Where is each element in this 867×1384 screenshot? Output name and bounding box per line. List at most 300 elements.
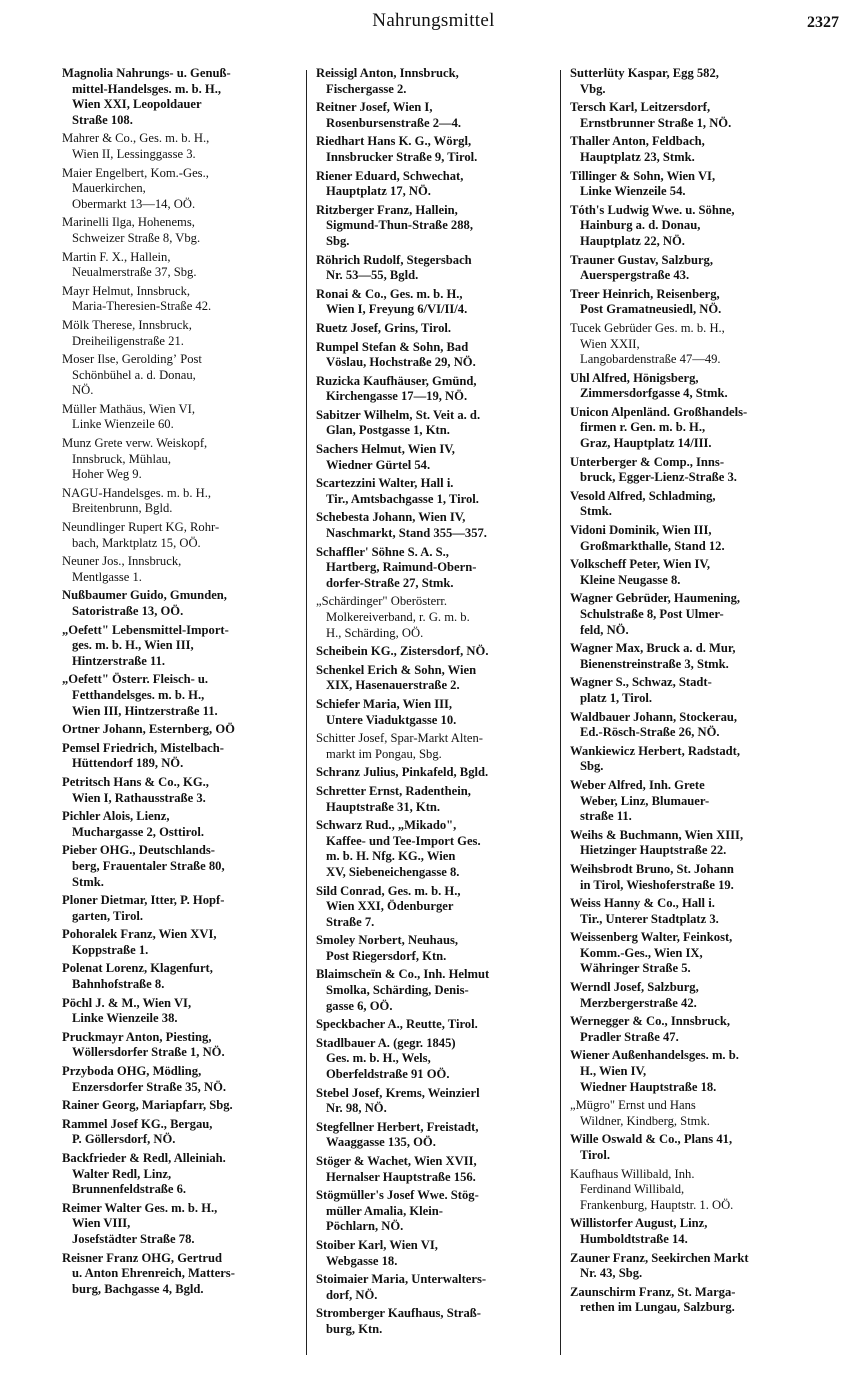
entry-line: Stmk. [580, 504, 612, 519]
entry-line: Linke Wienzeile 60. [72, 417, 174, 432]
entry-line: Straße 108. [72, 112, 133, 127]
directory-entry [316, 731, 556, 762]
entry-line: Kaffee- und Tee-Import Ges. [326, 833, 481, 848]
entry-line: Schönbühel a. d. Donau, [72, 367, 196, 382]
entry-line: Fischergasse 2. [326, 81, 407, 96]
entry-line: Reimer Walter Ges. m. b. H., [62, 1200, 218, 1215]
entry-line: Kirchengasse 17—19, NÖ. [326, 389, 468, 404]
entry-line: Oberfeldstraße 91 OÖ. [326, 1067, 450, 1082]
entry-line: Neundlinger Rupert KG, Rohr- [62, 520, 220, 535]
entry-line: Koppstraße 1. [72, 942, 149, 957]
entry-line: Rammel Josef KG., Bergau, [62, 1116, 213, 1131]
entry-line: H., Schärding, OÖ. [326, 625, 424, 640]
entry-line: Post Gramatneusiedl, NÖ. [580, 302, 722, 317]
directory-entry [570, 980, 844, 1011]
directory-entry [316, 933, 556, 964]
directory-entry [570, 489, 844, 520]
entry-line: Maier Engelbert, Kom.-Ges., [62, 165, 209, 180]
directory-entry [316, 203, 556, 250]
entry-line: NAGU-Handelsges. m. b. H., [62, 485, 212, 500]
column-3 [570, 66, 844, 1366]
directory-entry [62, 1064, 298, 1095]
directory-entry [62, 1151, 298, 1198]
column-divider [560, 70, 561, 1355]
entry-line: Ferdinand Willibald, [580, 1182, 685, 1197]
directory-entry [570, 591, 844, 638]
entry-line: u. Anton Ehrenreich, Matters- [72, 1266, 235, 1281]
entry-line: Stoimaier Maria, Unterwalters- [316, 1272, 487, 1287]
directory-entry [570, 1251, 844, 1282]
entry-line: Hauptstraße 31, Ktn. [326, 799, 441, 814]
directory-entry [62, 1030, 298, 1061]
directory-entry [570, 371, 844, 402]
entry-line: Stögmüller's Josef Wwe. Stög- [316, 1188, 479, 1203]
entry-line: Scartezzini Walter, Hall i. [316, 476, 454, 491]
entry-line: Weissenberg Walter, Feinkost, [570, 930, 733, 945]
entry-line: Schaffler' Söhne S. A. S., [316, 544, 449, 559]
directory-entry [316, 287, 556, 318]
entry-line: Breitenbrunn, Bgld. [72, 501, 173, 516]
entry-line: Linke Wienzeile 38. [72, 1011, 178, 1026]
entry-line: Sutterlüty Kaspar, Egg 582, [570, 66, 719, 80]
directory-entry [316, 1017, 556, 1033]
entry-line: Werndl Josef, Salzburg, [570, 980, 699, 995]
entry-line: Wien XXI, Ödenburger [326, 899, 454, 914]
entry-line: m. b. H. Nfg. KG., Wien [326, 849, 456, 864]
entry-line: Schweizer Straße 8, Vbg. [72, 230, 201, 245]
directory-entry [62, 1117, 298, 1148]
entry-line: dorf, NÖ. [326, 1287, 378, 1302]
entry-line: Schwarz Rud., „Mikado", [316, 818, 457, 833]
directory-entry [316, 169, 556, 200]
entry-line: P. Göllersdorf, NÖ. [72, 1132, 176, 1147]
directory-entry [570, 1216, 844, 1247]
entry-line: Przyboda OHG, Mödling, [62, 1064, 202, 1079]
directory-entry [316, 697, 556, 728]
directory-entry [62, 554, 298, 585]
entry-line: Webgasse 18. [326, 1253, 398, 1268]
directory-entry [62, 66, 298, 128]
entry-line: Ruetz Josef, Grins, Tirol. [316, 320, 452, 335]
entry-line: Ronai & Co., Ges. m. b. H., [316, 286, 463, 301]
entry-line: burg, Bachgasse 4, Bgld. [72, 1281, 204, 1296]
entry-line: mittel-Handelsges. m. b. H., [72, 81, 222, 96]
entry-line: Nr. 43, Sbg. [580, 1266, 643, 1281]
entry-line: Rainer Georg, Mariapfarr, Sbg. [62, 1098, 233, 1113]
entry-line: Hintzerstraße 11. [72, 653, 166, 668]
entry-line: Glan, Postgasse 1, Ktn. [326, 423, 450, 438]
entry-line: berg, Frauentaler Straße 80, [72, 858, 225, 873]
entry-line: Weihsbrodt Bruno, St. Johann [570, 861, 734, 876]
directory-entry [570, 641, 844, 672]
directory-entry [62, 1251, 298, 1298]
entry-line: straße 11. [580, 809, 632, 824]
directory-entry [570, 1285, 844, 1316]
directory-entry [570, 930, 844, 977]
entry-line: dorfer-Straße 27, Stmk. [326, 575, 454, 590]
entry-line: Reissigl Anton, Innsbruck, [316, 66, 459, 80]
directory-entry [316, 818, 556, 880]
directory-entry [316, 1238, 556, 1269]
entry-line: Kaufhaus Willibald, Inh. [570, 1166, 695, 1181]
directory-entry [316, 1188, 556, 1235]
entry-line: Ruzicka Kaufhäuser, Gmünd, [316, 373, 477, 388]
entry-line: Enzersdorfer Straße 35, NÖ. [72, 1079, 227, 1094]
directory-entry [316, 1272, 556, 1303]
entry-line: rethen im Lungau, Salzburg. [580, 1300, 735, 1315]
directory-entry [570, 455, 844, 486]
entry-line: Ges. m. b. H., Wels, [326, 1051, 431, 1066]
entry-line: Uhl Alfred, Hönigsberg, [570, 370, 699, 385]
entry-line: Wien II, Lessinggasse 3. [72, 146, 196, 161]
entry-line: Blaimscheïn & Co., Inh. Helmut [316, 967, 490, 982]
column-divider [306, 70, 307, 1355]
entry-line: Ploner Dietmar, Itter, P. Hopf- [62, 893, 225, 908]
entry-line: Wagner Max, Bruck a. d. Mur, [570, 641, 736, 656]
directory-entry [316, 66, 556, 97]
directory-entry [316, 1306, 556, 1337]
directory-entry [570, 1014, 844, 1045]
entry-line: Müller Mathäus, Wien VI, [62, 401, 195, 416]
entry-line: Hauptplatz 22, NÖ. [580, 233, 685, 248]
entry-line: Weiss Hanny & Co., Hall i. [570, 896, 715, 911]
entry-line: Waldbauer Johann, Stockerau, [570, 709, 738, 724]
entry-line: burg, Ktn. [326, 1321, 383, 1336]
entry-line: Pöchl J. & M., Wien VI, [62, 995, 192, 1010]
directory-entry [316, 644, 556, 660]
entry-line: Wankiewicz Herbert, Radstadt, [570, 743, 740, 758]
entry-line: Straße 7. [326, 914, 375, 929]
entry-line: Molkereiverband, r. G. m. b. [326, 610, 470, 624]
entry-line: Wien I, Rathausstraße 3. [72, 790, 206, 805]
entry-line: Smolka, Schärding, Denis- [326, 983, 469, 998]
directory-entry [570, 862, 844, 893]
entry-line: Weber Alfred, Inh. Grete [570, 777, 705, 792]
entry-line: „Schärdinger" Oberösterr. [316, 594, 448, 609]
entry-line: Sild Conrad, Ges. m. b. H., [316, 883, 461, 898]
directory-entry [316, 967, 556, 1014]
entry-line: Innsbruck, Mühlau, [72, 451, 171, 466]
directory-entry [62, 215, 298, 246]
directory-entry [316, 374, 556, 405]
entry-line: Pohoralek Franz, Wien XVI, [62, 927, 217, 942]
entry-line: Petritsch Hans & Co., KG., [62, 774, 209, 789]
entry-line: Großmarkthalle, Stand 12. [580, 538, 725, 553]
entry-line: Josefstädter Straße 78. [72, 1231, 195, 1246]
entry-line: Tersch Karl, Leitzersdorf, [570, 100, 711, 115]
directory-entry [570, 1167, 844, 1214]
entry-line: Vöslau, Hochstraße 29, NÖ. [326, 355, 476, 370]
entry-line: Waaggasse 135, OÖ. [326, 1135, 436, 1150]
entry-line: Riener Eduard, Schwechat, [316, 168, 464, 183]
directory-entry [62, 131, 298, 162]
directory-entry [570, 710, 844, 741]
directory-entry [570, 896, 844, 927]
entry-line: „Mügro" Ernst und Hans [570, 1098, 696, 1113]
directory-entry [316, 545, 556, 592]
entry-line: Maria-Theresien-Straße 42. [72, 299, 212, 314]
entry-line: Merzbergerstraße 42. [580, 995, 697, 1010]
directory-entry [62, 486, 298, 517]
directory-entry [316, 784, 556, 815]
directory-entry [62, 996, 298, 1027]
directory-entry [570, 557, 844, 588]
directory-entry [570, 134, 844, 165]
directory-entry [570, 203, 844, 250]
entry-line: Dreiheiligenstraße 21. [72, 333, 184, 348]
entry-line: Wildner, Kindberg, Stmk. [580, 1113, 710, 1128]
entry-line: Treer Heinrich, Reisenberg, [570, 286, 720, 301]
entry-line: Hauptplatz 23, Stmk. [580, 149, 695, 164]
directory-entry [316, 765, 556, 781]
directory-entry [62, 893, 298, 924]
entry-line: Röhrich Rudolf, Stegersbach [316, 252, 472, 267]
entry-line: Brunnenfeldstraße 6. [72, 1182, 187, 1197]
directory-entry [570, 1132, 844, 1163]
entry-line: bach, Marktplatz 15, OÖ. [72, 535, 201, 550]
directory-entry [316, 1086, 556, 1117]
entry-line: Hainburg a. d. Donau, [580, 218, 701, 233]
entry-line: Backfrieder & Redl, Alleiniah. [62, 1151, 226, 1165]
page-title: Nahrungsmittel [372, 10, 495, 31]
entry-line: Trauner Gustav, Salzburg, [570, 252, 713, 267]
directory-entry [62, 775, 298, 806]
directory-entry [570, 778, 844, 825]
entry-line: Hietzinger Hauptstraße 22. [580, 843, 727, 858]
entry-line: Unicon Alpenländ. Großhandels- [570, 404, 748, 419]
entry-line: Riedhart Hans K. G., Wörgl, [316, 134, 472, 149]
entry-line: Scheibein KG., Zistersdorf, NÖ. [316, 644, 489, 659]
directory-entry [570, 1048, 844, 1095]
entry-line: Wernegger & Co., Innsbruck, [570, 1014, 730, 1029]
entry-line: Munz Grete verw. Weiskopf, [62, 436, 208, 451]
entry-line: garten, Tirol. [72, 908, 144, 923]
entry-line: Zauner Franz, Seekirchen Markt [570, 1250, 749, 1265]
entry-line: Sbg. [580, 759, 604, 774]
entry-line: Pradler Straße 47. [580, 1029, 679, 1044]
entry-line: Komm.-Ges., Wien IX, [580, 945, 703, 960]
entry-line: Vbg. [580, 81, 606, 96]
entry-line: Tirol. [580, 1148, 610, 1162]
entry-line: Innsbrucker Straße 9, Tirol. [326, 149, 478, 164]
entry-line: Schiefer Maria, Wien III, [316, 696, 453, 711]
entry-line: Wien III, Hintzerstraße 11. [72, 703, 218, 718]
entry-line: ges. m. b. H., Wien III, [72, 638, 194, 653]
entry-line: Willistorfer August, Linz, [570, 1216, 708, 1231]
directory-entry [62, 961, 298, 992]
entry-line: Bienenstreinstraße 3, Stmk. [580, 656, 729, 671]
entry-line: Neualmerstraße 37, Sbg. [72, 265, 197, 280]
entry-line: Wöllersdorfer Straße 1, NÖ. [72, 1045, 225, 1060]
directory-entry [570, 100, 844, 131]
entry-line: platz 1, Tirol. [580, 690, 653, 705]
directory-entry [62, 722, 298, 738]
directory-entry [316, 340, 556, 371]
entry-line: Schretter Ernst, Radenthein, [316, 783, 471, 798]
entry-line: Tillinger & Sohn, Wien VI, [570, 168, 716, 183]
directory-entry [62, 250, 298, 281]
directory-entry [62, 741, 298, 772]
entry-line: Post Riegersdorf, Ktn. [326, 948, 447, 963]
entry-line: Hoher Weg 9. [72, 467, 142, 482]
entry-line: Marinelli Ilga, Hohenems, [62, 215, 195, 230]
entry-line: „Oefett" Österr. Fleisch- u. [62, 672, 209, 687]
entry-line: Untere Viaduktgasse 10. [326, 712, 457, 727]
entry-line: Magnolia Nahrungs- u. Genuß- [62, 66, 231, 80]
column-1 [62, 66, 298, 1366]
entry-line: Schitter Josef, Spar-Markt Alten- [316, 731, 483, 746]
entry-line: Martin F. X., Hallein, [62, 249, 171, 264]
entry-line: Walter Redl, Linz, [72, 1166, 172, 1181]
entry-line: Humboldtstraße 14. [580, 1231, 688, 1246]
entry-line: Weihs & Buchmann, Wien XIII, [570, 827, 744, 842]
entry-line: Zimmersdorfgasse 4, Stmk. [580, 386, 728, 401]
entry-line: Hernalser Hauptstraße 156. [326, 1169, 476, 1184]
entry-line: Währinger Straße 5. [580, 961, 691, 976]
directory-entry [570, 523, 844, 554]
entry-line: Polenat Lorenz, Klagenfurt, [62, 961, 213, 976]
entry-line: Langobardenstraße 47—49. [580, 352, 721, 367]
directory-entry [62, 927, 298, 958]
directory-entry [62, 672, 298, 719]
directory-entry [62, 1098, 298, 1114]
entry-line: Reisner Franz OHG, Gertrud [62, 1250, 222, 1265]
entry-line: gasse 6, OÖ. [326, 998, 393, 1013]
entry-line: Naschmarkt, Stand 355—357. [326, 526, 487, 541]
entry-line: Weber, Linz, Blumauer- [580, 793, 710, 808]
entry-line: Schulstraße 8, Post Ulmer- [580, 607, 724, 621]
entry-line: Sabitzer Wilhelm, St. Veit a. d. [316, 407, 481, 422]
entry-line: Ortner Johann, Esternberg, OÖ [62, 722, 235, 737]
directory-entry [62, 166, 298, 213]
directory-entry [62, 843, 298, 890]
entry-line: H., Wien IV, [580, 1064, 647, 1079]
directory-entry [570, 828, 844, 859]
entry-line: Wille Oswald & Co., Plans 41, [570, 1132, 733, 1147]
directory-entry [570, 405, 844, 452]
entry-line: Fetthandelsges. m. b. H., [72, 687, 205, 702]
entry-line: Stoiber Karl, Wien VI, [316, 1237, 438, 1252]
directory-entry [62, 436, 298, 483]
directory-entry [316, 476, 556, 507]
entry-line: Stromberger Kaufhaus, Straß- [316, 1306, 482, 1321]
entry-line: „Oefett" Lebensmittel-Import- [62, 622, 229, 637]
entry-line: Vesold Alfred, Schladming, [570, 488, 716, 503]
entry-line: Nußbaumer Guido, Gmunden, [62, 588, 227, 603]
directory-entry [570, 744, 844, 775]
entry-line: Pöchlarn, NÖ. [326, 1219, 404, 1234]
entry-line: Wien XXII, [580, 336, 640, 351]
entry-line: Sachers Helmut, Wien IV, [316, 442, 455, 457]
entry-line: Wiedner Hauptstraße 18. [580, 1079, 717, 1094]
directory-entry [570, 675, 844, 706]
directory-entry [316, 1154, 556, 1185]
entry-line: Reitner Josef, Wien I, [316, 100, 433, 115]
entry-line: markt im Pongau, Sbg. [326, 746, 442, 761]
entry-line: feld, NÖ. [580, 622, 629, 637]
page-number: 2327 [807, 14, 839, 31]
entry-line: NÖ. [72, 383, 94, 398]
directory-entry [316, 442, 556, 473]
entry-line: Mölk Therese, Innsbruck, [62, 317, 192, 332]
directory-entry [62, 588, 298, 619]
entry-line: Schebesta Johann, Wien IV, [316, 510, 466, 525]
directory-entry [316, 884, 556, 931]
entry-line: Ed.-Rösch-Straße 26, NÖ. [580, 725, 720, 740]
entry-line: Stebel Josef, Krems, Weinzierl [316, 1085, 480, 1100]
entry-line: Wien XXI, Leopoldauer [72, 97, 202, 112]
entry-line: Zaunschirm Franz, St. Marga- [570, 1284, 736, 1299]
entry-line: Pruckmayr Anton, Piesting, [62, 1029, 212, 1044]
entry-line: Pieber OHG., Deutschlands- [62, 843, 215, 858]
entry-line: Moser Ilse, Geroldingʼ Post [62, 352, 202, 367]
entry-line: Wien I, Freyung 6/VI/II/4. [326, 302, 468, 317]
entry-line: Rosenbursenstraße 2—4. [326, 115, 462, 130]
directory-entry [62, 623, 298, 670]
directory-entry [316, 594, 556, 641]
entry-line: in Tirol, Wieshoferstraße 19. [580, 877, 734, 892]
entry-line: Satoristraße 13, OÖ. [72, 604, 184, 618]
entry-line: Vidoni Dominik, Wien III, [570, 523, 712, 538]
entry-line: Kleine Neugasse 8. [580, 572, 681, 587]
entry-line: Linke Wienzeile 54. [580, 184, 686, 199]
entry-line: Rumpel Stefan & Sohn, Bad [316, 339, 469, 354]
entry-line: Frankenburg, Hauptstr. 1. OÖ. [580, 1197, 734, 1212]
entry-line: Mentlgasse 1. [72, 569, 142, 584]
entry-line: Mauerkirchen, [72, 181, 146, 196]
directory-entry [316, 100, 556, 131]
entry-line: Unterberger & Comp., Inns- [570, 454, 725, 469]
entry-line: Nr. 98, NÖ. [326, 1101, 387, 1116]
directory-entry [316, 408, 556, 439]
entry-line: Stegfellner Herbert, Freistadt, [316, 1119, 479, 1134]
entry-line: Pichler Alois, Lienz, [62, 809, 170, 824]
entry-line: Tucek Gebrüder Ges. m. b. H., [570, 320, 725, 335]
directory-entry [570, 287, 844, 318]
entry-line: Auerspergstraße 43. [580, 268, 690, 283]
directory-entry [316, 134, 556, 165]
entry-line: Ritzberger Franz, Hallein, [316, 202, 458, 217]
directory-entry [570, 66, 844, 97]
entry-line: Hüttendorf 189, NÖ. [72, 756, 184, 771]
entry-line: Speckbacher A., Reutte, Tirol. [316, 1017, 478, 1032]
directory-entry [316, 321, 556, 337]
directory-entry [570, 253, 844, 284]
entry-line: müller Amalia, Klein- [326, 1203, 443, 1218]
entry-line: Stmk. [72, 874, 104, 889]
directory-entry [570, 169, 844, 200]
entry-line: Sbg. [326, 233, 350, 248]
entry-line: Tóth's Ludwig Wwe. u. Söhne, [570, 202, 735, 217]
column-2 [316, 66, 556, 1366]
directory-entry [316, 1120, 556, 1151]
directory-entry [316, 253, 556, 284]
directory-entry [62, 352, 298, 399]
entry-line: Mayr Helmut, Innsbruck, [62, 283, 191, 298]
entry-line: Wagner Gebrüder, Haumening, [570, 591, 741, 606]
entry-line: Smoley Norbert, Neuhaus, [316, 933, 459, 948]
entry-line: firmen r. Gen. m. b. H., [580, 420, 706, 435]
directory-entry [570, 1098, 844, 1129]
entry-line: Hauptplatz 17, NÖ. [326, 184, 431, 199]
entry-line: Schranz Julius, Pinkafeld, Bgld. [316, 765, 489, 780]
entry-line: Nr. 53—55, Bgld. [326, 268, 419, 283]
entry-line: Neuner Jos., Innsbruck, [62, 554, 182, 569]
entry-line: XV, Siebeneichengasse 8. [326, 864, 460, 879]
entry-line: Muchargasse 2, Osttirol. [72, 824, 204, 839]
entry-line: Bahnhofstraße 8. [72, 977, 165, 992]
entry-line: Wiener Außenhandelsges. m. b. [570, 1048, 739, 1063]
